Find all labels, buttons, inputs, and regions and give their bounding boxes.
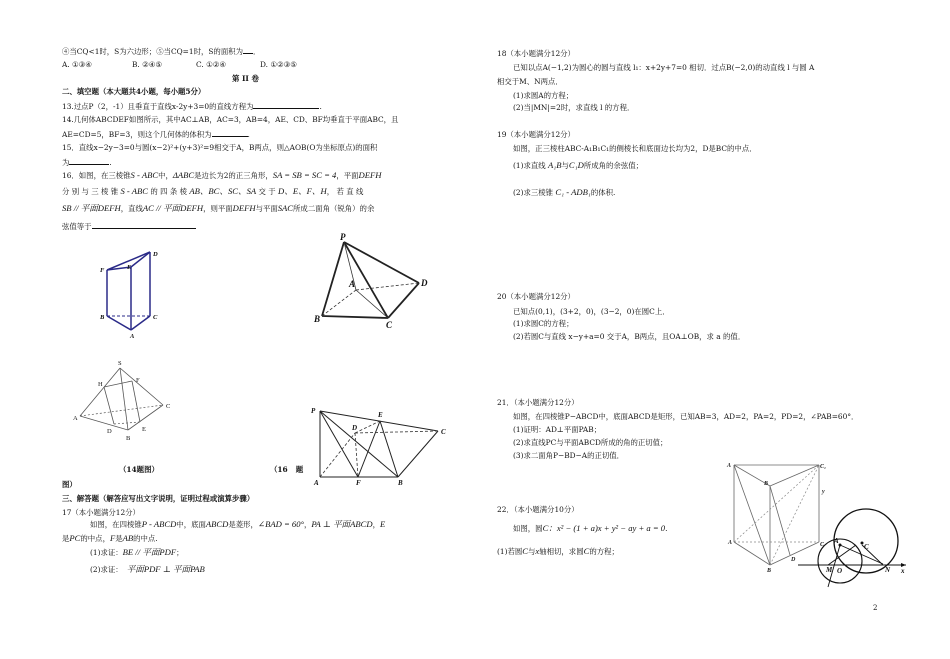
q16-m4: DEFH — [358, 170, 382, 180]
q22-p1-m2: x — [535, 546, 540, 556]
q16-t6: 的 四 条 棱 — [150, 187, 187, 196]
label-f: F — [356, 479, 361, 487]
q14-line-2 — [62, 129, 250, 139]
label-d: D — [107, 428, 112, 435]
q19-part-1 — [513, 161, 643, 170]
label-m: M — [826, 566, 833, 574]
volume-2-heading: 第 II 卷 — [232, 74, 259, 83]
q13-tail: . — [319, 102, 322, 111]
q13-blank — [253, 101, 322, 111]
q16-blank — [92, 221, 196, 229]
figure-pyramid-pabcd — [312, 232, 432, 330]
q17-m6: PC — [69, 533, 81, 543]
q16-m3: SA = SB = SC = 4 — [272, 170, 337, 180]
q20-part-2: (2)若圆C与直线 x−y+a=0 交于A，B两点，且OA⊥OB，求 a 的值． — [513, 332, 746, 341]
q14-line-1: 14.几何体ABCDEF如图所示，其中AC⊥AB，AC=3，AB=4，AE、CD、BF均垂直于平面ABC，且 — [62, 115, 399, 124]
caption-fig-14: （14题图） — [119, 465, 159, 474]
q16-t8: ， 若 直 线 — [326, 187, 364, 196]
q17-p2-math: 平面PDF ⊥ 平面PAB — [126, 564, 205, 574]
q22-t2: . — [665, 524, 668, 533]
choice-c: C. ①②④ — [196, 60, 226, 69]
page-number: 2 — [873, 604, 878, 612]
q19-p2-m1: C₁ - ADB₁ — [555, 187, 591, 197]
q16-line-2 — [62, 187, 363, 196]
q15-blank — [69, 157, 112, 167]
q17-t8: 是 — [115, 534, 123, 543]
q16-t12: 所成二面角（锐角）的余 — [293, 204, 375, 213]
q22-p1-t3: 轴相切，求圆 — [539, 547, 584, 556]
q22-p1-t2: 与 — [528, 547, 536, 556]
q17-t1: 如图，在四棱锥 — [90, 520, 142, 529]
q22-heading: 22．（本小题满分10分） — [497, 505, 579, 514]
q19-p1-m2: C₁D — [568, 160, 584, 170]
q16-m6: AB、BC、SC、SA — [189, 186, 257, 196]
q21-line-1: 如图，在四棱锥P−ABCD中，底面ABCD是矩形，已知AB=3，AD=2，PA=2，PD=2，∠PAB=60°． — [513, 412, 859, 421]
q16-t11: 与平面 — [255, 204, 278, 213]
label-a: A — [834, 537, 839, 545]
choice-a: A. ①③④ — [62, 60, 92, 69]
q17-p2-label: (2)求证： — [90, 565, 123, 574]
q22-t1: 如图，圆 — [513, 524, 543, 533]
q17-part-2 — [90, 565, 205, 574]
q16-t13: 弦值等于 — [62, 222, 92, 231]
q22-line-1 — [513, 524, 667, 533]
q16-m1: S - ABC — [130, 170, 159, 180]
q19-p2-label: (2)求三棱锥 — [513, 188, 554, 197]
caption-fig-tail: 图） — [62, 480, 77, 489]
q15-line-1: 15．直线x−2y−3=0与圆(x−2)²+(y+3)²=9相交于A，B两点，则△AOB(O为坐标原点)的面积 — [62, 143, 378, 152]
q18-part-2: (2)当|MN|=2时，求直线 l 的方程． — [513, 103, 635, 112]
q19-heading: 19（本小题满分12分） — [497, 130, 575, 139]
label-c: C — [820, 542, 825, 548]
q16-line-3 — [62, 204, 374, 213]
q17-t3: 是菱形， — [228, 520, 258, 529]
q16-t5: 分 别 与 三 棱 锥 — [62, 187, 119, 196]
label-b: B — [126, 435, 131, 442]
figure-q17-pyramid — [308, 403, 460, 487]
label-b: B — [100, 314, 105, 321]
q17-t9: 的中点. — [133, 534, 158, 543]
fill-in-section-title: 二、填空题（本大题共4小题，每小题5分） — [62, 87, 206, 96]
q14-blank — [212, 129, 248, 137]
label-x: x — [901, 567, 905, 575]
label-d: D — [153, 251, 158, 258]
q17-m3: ∠BAD = 60° — [257, 519, 304, 529]
q18-heading: 18（本小题满分12分） — [497, 49, 575, 58]
label-e: E — [142, 426, 146, 433]
label-c: C — [864, 543, 869, 551]
q15-text: 为 — [62, 158, 70, 167]
q17-part-1 — [90, 548, 184, 557]
q16-m5: S - ABC — [120, 186, 148, 196]
q21-part-1: (1)证明：AD⊥平面PAB； — [513, 425, 602, 434]
q18-part-1: (1)求圆A的方程； — [513, 91, 574, 100]
q16-t7: 交 于 — [258, 187, 276, 196]
q13-text: 13.过点P（2，-1）且垂直于直线x-2y+3=0的直线方程为 — [62, 102, 254, 111]
label-y: y — [822, 489, 825, 495]
label-o: O — [837, 567, 843, 575]
q17-p1-math: BE // 平面PDF — [122, 547, 177, 557]
q17-line-1 — [90, 520, 385, 529]
label-b: B — [398, 479, 403, 487]
label-p: P — [311, 407, 316, 415]
q17-m2: ABCD — [205, 519, 229, 529]
q16-line-1 — [62, 171, 381, 180]
q19-p1-label: (1)求直线 — [513, 161, 546, 170]
q20-part-1: (1)求圆C的方程； — [513, 319, 574, 328]
q17-t2: 中，底面 — [176, 520, 206, 529]
q18-line-1: 已知以点A(−1,2)为圆心的圆与直线 l₁：x+2y+7=0 相切．过点B(−2,0)的动直线 l 与圆 A — [513, 63, 815, 72]
q14-text: AE=CD=5，BF=3，则这个几何体的体积为 — [62, 130, 212, 139]
q22-p1-t4: 的方程； — [589, 547, 619, 556]
label-b: B — [314, 314, 321, 324]
label-n: N — [885, 566, 891, 574]
q16-m9: AC // 平面DEFH — [142, 203, 204, 213]
q16-m7: D、E、F、H — [278, 186, 327, 196]
question-13 — [62, 101, 322, 111]
label-e: E — [378, 411, 383, 419]
q17-line-2 — [62, 534, 158, 543]
q17-t7: 的中点， — [80, 534, 110, 543]
q16-t2: 中， — [158, 171, 173, 180]
caption-fig-16-b: 题 — [295, 465, 304, 474]
figure-16-tetrahedron — [70, 358, 180, 448]
answer-section-title: 三、解答题（解答应写出文字说明，证明过程或演算步骤） — [62, 494, 255, 503]
label-c: C — [386, 320, 393, 330]
figure-14-prism — [92, 248, 172, 344]
option-line-text: ④当CQ<1时，S为六边形；⑤当CQ=1时，S的面积为 — [62, 47, 243, 56]
label-a: A — [73, 415, 78, 422]
q19-p2-t2: 的体积. — [590, 188, 616, 197]
q17-t4: ， — [303, 520, 312, 529]
q17-m7: F — [109, 533, 116, 543]
q17-p1-label: (1)求证： — [90, 548, 123, 557]
label-c: C — [166, 403, 171, 410]
label-d: D — [352, 424, 358, 432]
caption-fig-16 — [270, 465, 303, 474]
label-s: S — [118, 360, 122, 367]
label-h: H — [98, 381, 103, 388]
q16-t10: ，则平面 — [203, 204, 233, 213]
q22-p1-m3: C — [583, 546, 590, 556]
q15-tail: . — [109, 158, 112, 167]
figure-circle-axis — [798, 505, 910, 595]
q16-m10: DEFH — [232, 203, 256, 213]
q19-p1-t3: 所成角的余弦值； — [583, 161, 643, 170]
label-f: F — [136, 377, 140, 384]
q22-p1-t1: (1)若圆 — [497, 547, 523, 556]
label-b1: B — [764, 481, 769, 487]
blank — [243, 46, 253, 54]
label-d: D — [421, 278, 428, 288]
q19-p1-m1: A₁B — [548, 160, 562, 170]
q16-t4: ，平面 — [336, 171, 359, 180]
q16-line-4 — [62, 221, 196, 231]
q21-part-3: (3)求二面角P−BD−A的正切值． — [513, 451, 625, 460]
q19-p1-t2: 与 — [561, 161, 569, 170]
q17-m5: E — [380, 519, 386, 529]
q16-m8: SB // 平面DEFH — [62, 203, 121, 213]
q17-t5: ， — [372, 520, 380, 529]
q16-m11: SAC — [277, 203, 294, 213]
q19-part-2 — [513, 188, 615, 197]
label-e: E — [127, 264, 132, 271]
q16-t3: 是边长为2的正三角形， — [194, 171, 273, 180]
q22-p1-m1: C — [522, 546, 528, 556]
q17-t6: 是 — [62, 534, 70, 543]
label-f: F — [100, 267, 105, 274]
label-b: B — [767, 568, 772, 574]
q19-line-1: 如图，正三棱柱ABC-A₁B₁C₁的侧棱长和底面边长均为2，D是BC的中点． — [513, 144, 757, 153]
q20-line-1: 已知点(0,1)，(3+2，0)，(3−2，0)在圆C上． — [513, 307, 670, 316]
q21-part-2: (2)求直线PC与平面ABCD所成的角的正切值； — [513, 438, 668, 447]
label-a: A — [314, 479, 319, 487]
q17-p1-tail: ； — [176, 548, 184, 557]
label-c: C — [441, 428, 446, 436]
label-c1: C₁ — [820, 464, 827, 470]
q17-m4: PA ⊥ 平面ABCD — [311, 519, 373, 529]
q22-part-1 — [497, 547, 619, 556]
q15-line-2 — [62, 157, 112, 167]
label-c: C — [153, 314, 158, 321]
q18-line-2: 相交于M、N两点． — [497, 77, 563, 86]
choice-b: B. ②④⑤ — [132, 60, 163, 69]
q17-m8: AB — [122, 533, 134, 543]
label-p: P — [340, 232, 346, 242]
label-a: A — [728, 540, 733, 546]
choice-d: D. ①②③⑤ — [260, 60, 297, 69]
q17-heading: 17（本小题满分12分） — [62, 508, 140, 517]
label-d: D — [791, 557, 796, 563]
q21-heading: 21．（本小题满分12分） — [497, 398, 579, 407]
label-a: A — [130, 333, 135, 340]
q16-t9: ，直线 — [120, 204, 143, 213]
q16-t1: 16．如图，在三棱锥 — [62, 171, 131, 180]
q22-m1: C：x² − (1 + a)x + y² − ay + a = 0 — [542, 523, 666, 533]
option-line-tail: ． — [253, 47, 261, 56]
option-line — [62, 46, 260, 56]
caption-fig-16-a: （16 — [270, 465, 288, 474]
q16-m2: ΔABC — [172, 170, 195, 180]
q14-tail: . — [247, 130, 250, 139]
label-a1: A — [727, 463, 732, 469]
q20-heading: 20（本小题满分12分） — [497, 292, 575, 301]
q17-m1: P - ABCD — [141, 519, 177, 529]
label-a: A — [349, 279, 356, 289]
